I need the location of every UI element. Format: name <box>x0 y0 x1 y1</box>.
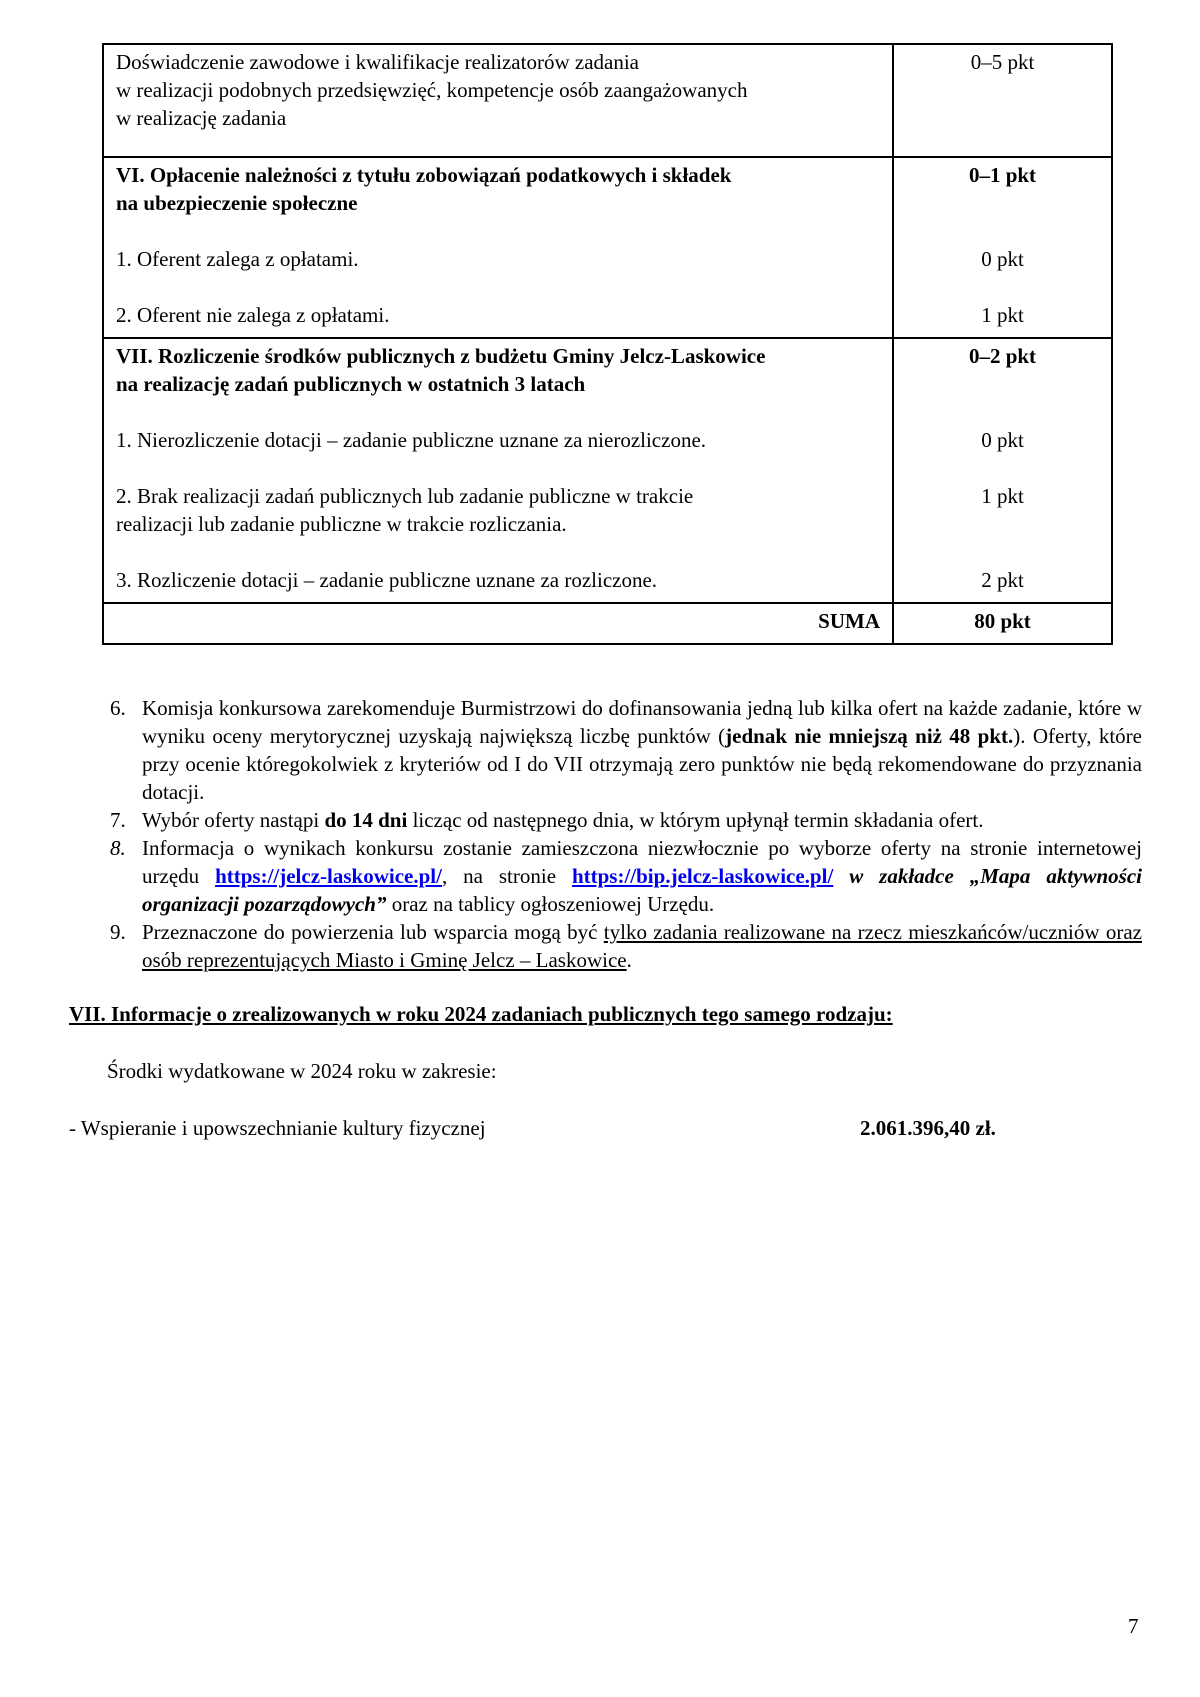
option-text: 2. Brak realizacji zadań publicznych lub zadanie publiczne w trakcie <box>116 484 694 508</box>
scoring-table <box>102 43 1113 645</box>
points-cell <box>893 157 1112 338</box>
item-text: ). Oferty, które przy ocenie któregokolwiek z kryteriów od I do VII otrzymają zero punktów nie będą rekomendowane do przyznania dotacji. <box>142 724 1143 804</box>
option-text: 1. Oferent zalega z opłatami. <box>116 247 359 271</box>
bip-link[interactable]: https://bip.jelcz-laskowice.pl/ <box>571 864 834 888</box>
item-text: Przeznaczone do powierzenia lub wsparcia mogą być <box>142 920 604 944</box>
table-row-vii <box>103 338 1112 603</box>
list-number: 6. <box>110 696 126 720</box>
criterion-cell <box>103 338 893 603</box>
table-row-vi <box>103 157 1112 338</box>
list-number: 8. <box>110 836 126 860</box>
criterion-title-line: na realizację zadań publicznych w ostatnich 3 latach <box>116 372 586 396</box>
item-bold-text: do 14 dni <box>324 808 408 832</box>
option-points: 0 pkt <box>981 428 1024 452</box>
page-number: 7 <box>1128 1614 1139 1638</box>
table-row-experience <box>103 44 1112 157</box>
item-text: Wybór oferty nastąpi <box>142 808 325 832</box>
item-text: Informacja o wynikach konkursu zostanie zamieszczona niezwłocznie po wyborze oferty na stronie internetowej urzędu <box>142 836 1142 888</box>
section-intro: Środki wydatkowane w 2024 roku w zakresie: <box>107 1059 497 1083</box>
table-row-sum <box>103 603 1112 644</box>
list-item <box>110 806 1142 834</box>
option-text: 3. Rozliczenie dotacji – zadanie publiczne uznane za rozliczone. <box>116 568 658 592</box>
sum-label: SUMA <box>103 603 893 644</box>
points-range: 0–5 pkt <box>970 50 1035 74</box>
sum-value: 80 pkt <box>893 603 1112 644</box>
points-range: 0–2 pkt <box>968 344 1037 368</box>
criterion-line: w realizację zadania <box>116 106 287 130</box>
criterion-cell <box>103 157 893 338</box>
points-cell <box>893 44 1112 157</box>
item-underlined-text: tylko zadania realizowane na rzecz mieszkańców/uczniów oraz osób reprezentujących Miasto i Gminę Jelcz – Laskowice <box>142 920 1143 972</box>
item-bold-italic-text: w zakładce „Mapa aktywności organizacji pozarządowych” <box>142 864 1142 916</box>
criterion-cell <box>103 44 893 157</box>
option-points: 2 pkt <box>981 568 1024 592</box>
criterion-title-line: VI. Opłacenie należności z tytułu zobowiązań podatkowych i składek <box>116 163 732 187</box>
points-cell <box>893 338 1112 603</box>
list-item <box>110 918 1142 974</box>
item-text: licząc od następnego dnia, w którym upłynął termin składania ofert. <box>407 808 984 832</box>
website-link[interactable]: https://jelcz-laskowice.pl/ <box>215 864 442 888</box>
item-text: . <box>626 948 632 972</box>
criterion-title-line: VII. Rozliczenie środków publicznych z budżetu Gminy Jelcz-Laskowice <box>116 344 766 368</box>
list-item <box>110 694 1142 806</box>
option-points: 0 pkt <box>981 247 1024 271</box>
points-range: 0–1 pkt <box>968 163 1037 187</box>
list-number: 7. <box>110 808 126 832</box>
criterion-line: w realizacji podobnych przedsięwzięć, kompetencje osób zaangażowanych <box>116 78 748 102</box>
numbered-list <box>110 694 1142 974</box>
option-text: 1. Nierozliczenie dotacji – zadanie publiczne uznane za nierozliczone. <box>116 428 707 452</box>
option-text: 2. Oferent nie zalega z opłatami. <box>116 303 390 327</box>
item-text: oraz na tablicy ogłoszeniowej Urzędu. <box>386 892 715 916</box>
item-text: , na stronie <box>441 864 572 888</box>
option-text: realizacji lub zadanie publiczne w trakcie rozliczania. <box>116 512 567 536</box>
list-item <box>110 834 1142 918</box>
expense-amount: 2.061.396,40 zł. <box>860 1116 996 1140</box>
list-number: 9. <box>110 920 126 944</box>
option-points: 1 pkt <box>981 303 1024 327</box>
criterion-line: Doświadczenie zawodowe i kwalifikacje realizatorów zadania <box>116 50 639 74</box>
section-heading: VII. Informacje o zrealizowanych w roku 2024 zadaniach publicznych tego samego rodzaju: <box>69 1002 893 1026</box>
criterion-title-line: na ubezpieczenie społeczne <box>116 191 358 215</box>
option-points: 1 pkt <box>981 484 1024 508</box>
item-bold-text: jednak nie mniejszą niż 48 pkt. <box>725 724 1014 748</box>
expense-label: - Wspieranie i upowszechnianie kultury fizycznej <box>69 1116 486 1140</box>
item-text: Komisja konkursowa zarekomenduje Burmistrzowi do dofinansowania jedną lub kilka ofert na każde zadanie, które w wyniku oceny merytorycznej uzyskają największą liczbę punktów ( <box>142 696 1142 748</box>
